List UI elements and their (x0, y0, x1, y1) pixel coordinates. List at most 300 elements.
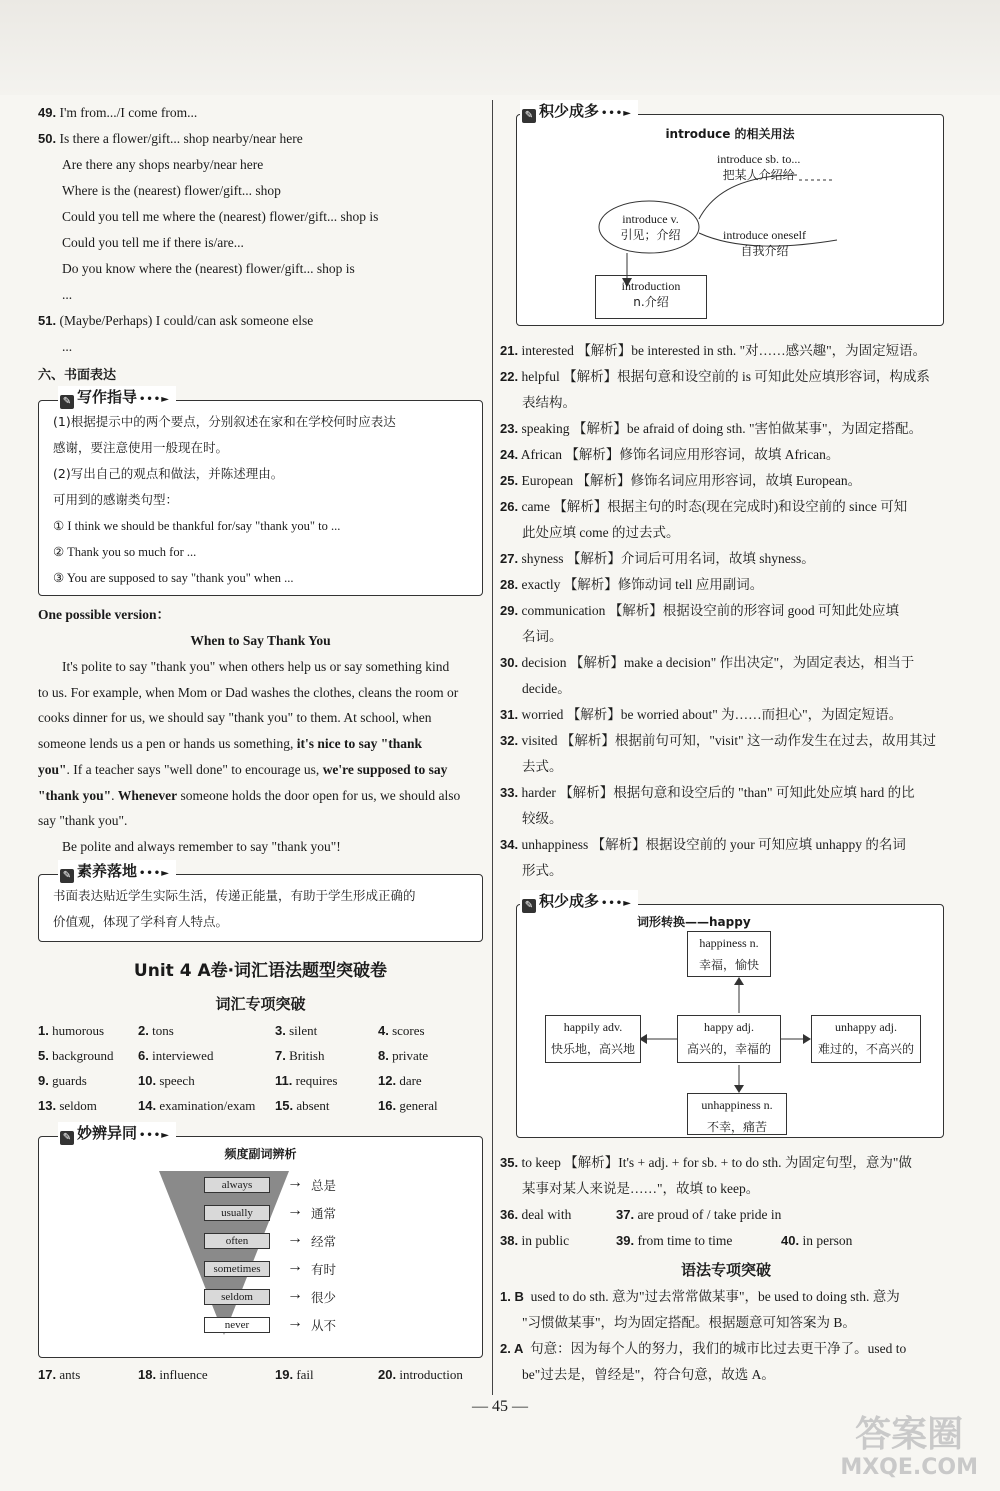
arrow-dots-icon: •••► (139, 1129, 170, 1141)
answer-number: 23. (500, 421, 519, 436)
adverb-label: always (204, 1177, 270, 1193)
answer-line (38, 334, 483, 360)
vocab-word: absent (296, 1097, 330, 1113)
vocab-number: 16. (378, 1097, 397, 1113)
answer-number: 28. (500, 577, 519, 592)
essay-highlight: it's nice to say "thank (296, 736, 422, 752)
vocab-item (378, 1362, 478, 1387)
answer-word: are proud of / take pride in (637, 1207, 782, 1222)
node-zh: 难过的，不高兴的 (817, 1042, 914, 1056)
answer-line-cont (500, 754, 952, 780)
answer-number: 33. (500, 785, 519, 800)
guide-line: ① I think we should be thankful for/say "thank you" to ... (53, 519, 341, 533)
node-en: happiness n. (699, 936, 759, 950)
answer-line-cont (500, 520, 952, 546)
adverb-meaning: 总是 (311, 1177, 337, 1193)
answer-number: 32. (500, 733, 519, 748)
essay-highlight: Whenever (117, 787, 178, 803)
answer-line (500, 780, 952, 806)
adverb-label: usually (204, 1205, 270, 1221)
answer-word: African (520, 447, 562, 462)
answer-line (38, 126, 483, 152)
answer-line (500, 832, 952, 858)
arrow-right-icon: → (287, 1313, 303, 1331)
grammar-q2 (500, 1336, 952, 1362)
essay-body (38, 654, 483, 860)
node-en: introduction (621, 279, 681, 293)
node-en: introduce v. (622, 212, 679, 226)
answer-line (500, 364, 952, 390)
answer-number: 27. (500, 551, 519, 566)
column-divider (492, 100, 493, 1395)
watermark (840, 1415, 978, 1481)
answer-text: I'm from.../I come from... (59, 105, 198, 120)
answer-line-cont (500, 806, 952, 832)
answer-word: interested (521, 343, 574, 358)
answer-analysis: 名词。 (522, 629, 563, 644)
answer-line-cont (500, 676, 952, 702)
arrow-right-icon: → (287, 1229, 303, 1247)
answer-word: to keep (521, 1155, 561, 1170)
accum2-subtitle: 词形转换——happy (637, 915, 751, 929)
node-unhappiness (687, 1093, 787, 1135)
node-zh: 不幸，痛苦 (706, 1120, 767, 1134)
answer-number: 22. (500, 369, 519, 384)
vocab-word: humorous (52, 1022, 105, 1038)
vocab-item (38, 1018, 138, 1043)
vocab-item (138, 1068, 275, 1093)
vocab-word: general (399, 1097, 438, 1113)
answer-number: 24. (500, 447, 519, 462)
node-en: unhappiness n. (701, 1098, 773, 1112)
essay-highlight: we're supposed to say (322, 761, 448, 777)
vocab-number: 19. (275, 1366, 294, 1382)
essay-line (38, 783, 483, 809)
answer-analysis: 去式。 (522, 759, 563, 774)
arrow-right-icon: → (287, 1285, 303, 1303)
right-column (500, 100, 952, 1388)
writing-guide-block (38, 386, 483, 596)
node-zh: 引见；介绍 (620, 228, 681, 242)
answer-analysis: 句意：因为每个人的努力，我们的城市比过去更干净了。used to (530, 1341, 907, 1356)
book-icon: ✎ (60, 869, 74, 883)
answer-line-cont (500, 624, 952, 650)
vocab-item (275, 1362, 378, 1387)
node-happiness (687, 931, 771, 977)
essay-label: One possible version： (38, 607, 171, 622)
answer-number: 25. (500, 473, 519, 488)
answer-word: unhappiness (521, 837, 589, 852)
answer-text: ... (62, 339, 73, 354)
answer-line (500, 338, 952, 364)
answer-number: 35. (500, 1155, 519, 1170)
answer-row-36 (500, 1202, 952, 1228)
literacy-title (58, 860, 176, 883)
book-icon: ✎ (60, 395, 74, 409)
answer-analysis: 【解析】修饰名词应用形容词，故填 African。 (565, 447, 840, 462)
answer-word: worried (521, 707, 564, 722)
vocab-item (378, 1043, 478, 1068)
vocab-item (275, 1093, 378, 1118)
adverb-label: seldom (204, 1289, 270, 1305)
answer-35-cont: 某事对某人来说是……"，故填 to keep。 (522, 1181, 760, 1196)
vocab-word: private (392, 1047, 429, 1063)
vocab-number: 5. (38, 1047, 49, 1063)
watermark-logo: 答案圈 (855, 1414, 964, 1455)
answer-word: in public (521, 1233, 570, 1248)
guide-line: (2)写出自己的观点和做法，并陈述理由。 (53, 466, 284, 481)
vocab-number: 13. (38, 1097, 57, 1113)
answer-line (500, 650, 952, 676)
answer-analysis: used to do sth. 意为"过去常常做某事"，be used to doing sth. 意为 (530, 1289, 900, 1304)
guide-line: ③ You are supposed to say "thank you" when ... (53, 571, 294, 585)
vocab-word: requires (295, 1072, 338, 1088)
arrow-dots-icon: •••► (139, 867, 170, 879)
essay-line: Be polite and always remember to say "thank you"! (62, 838, 341, 854)
vocab-number: 1. (38, 1022, 49, 1038)
adverb-meaning: 有时 (311, 1261, 337, 1277)
essay-line: cooks dinner for us, we should say "thank you" to them. At school, when (38, 710, 432, 726)
arrow-head (734, 1085, 744, 1093)
essay-highlight: "thank you" (38, 787, 112, 803)
answer-line (38, 256, 483, 282)
arrow-head (734, 977, 744, 985)
answer-line (500, 572, 952, 598)
vocab-word: guards (52, 1072, 87, 1088)
answer-analysis: 【解析】修饰名词应用形容词，故填 European。 (576, 473, 862, 488)
guide-line: 可用到的感谢类句型： (53, 492, 179, 507)
arrow-dots-icon: •••► (601, 108, 632, 119)
vocab-number: 8. (378, 1047, 389, 1063)
answer-item (500, 1228, 616, 1254)
vocab-word: tons (152, 1022, 174, 1038)
arrow-right-icon: → (287, 1257, 303, 1275)
answer-word: shyness (521, 551, 564, 566)
answer-analysis: 【解析】根据前句可知，"visit" 这一动作发生在过去，故用其过 (560, 733, 936, 748)
answer-word: deal with (521, 1207, 572, 1222)
vocab-word: introduction (399, 1366, 463, 1382)
answer-number: 49. (38, 105, 57, 120)
answers-35-40 (500, 1150, 952, 1254)
guide-line: (1)根据提示中的两个要点，分别叙述在家和在学校何时应表达 (53, 414, 396, 429)
vocab-word: dare (399, 1072, 422, 1088)
answer-number: 30. (500, 655, 519, 670)
answer-line (38, 204, 483, 230)
answer-text: Are there any shops nearby/near here (62, 157, 264, 172)
unit-title: Unit 4 A卷·词汇语法题型突破卷 (133, 960, 388, 981)
essay-line: say "thank you". (38, 813, 128, 829)
node-happy (677, 1015, 781, 1063)
adverb-label: sometimes (204, 1261, 270, 1277)
adverb-meaning: 从不 (311, 1317, 337, 1333)
diff-label: 妙辨异同 (77, 1123, 138, 1142)
node-en: introduce oneself (723, 228, 806, 242)
answer-text: (Maybe/Perhaps) I could/can ask someone else (59, 313, 314, 328)
left-column (38, 100, 483, 1387)
answer-number: 38. (500, 1233, 519, 1248)
page-number: — 45 — (472, 1398, 528, 1415)
vocab-item (38, 1068, 138, 1093)
node-en: unhappy adj. (835, 1020, 897, 1034)
literacy-line: 价值观，体现了学科育人特点。 (53, 913, 229, 929)
grammar-q2-cont: be"过去是，曾经是"，符合句意，故选 A。 (522, 1367, 775, 1382)
answer-analysis: 此处应填 come 的过去式。 (522, 525, 680, 540)
writing-guide-box (38, 400, 483, 596)
essay-highlight: you" (38, 761, 67, 777)
vocab-number: 6. (138, 1047, 149, 1063)
vocab-number: 7. (275, 1047, 286, 1063)
vocab-word: seldom (59, 1097, 97, 1113)
answer-word: decision (521, 655, 567, 670)
answer-word: helpful (521, 369, 560, 384)
vocab-item (138, 1362, 275, 1387)
answer-line (500, 598, 952, 624)
answer-text: Could you tell me if there is/are... (62, 235, 244, 250)
vocab-number: 20. (378, 1366, 397, 1382)
adverb-meaning: 经常 (311, 1233, 337, 1249)
vocab-word: speech (159, 1072, 195, 1088)
answer-word: came (521, 499, 550, 514)
literacy-label: 素养落地 (77, 861, 138, 880)
literacy-block (38, 860, 483, 942)
answer-analysis: 【解析】根据句意和设空后的 "than" 可知此处应填 hard 的比 (559, 785, 915, 800)
answer-text: Do you know where the (nearest) flower/gift... shop is (62, 261, 355, 276)
writing-guide-label: 写作指导 (77, 388, 138, 406)
answer-analysis: 【解析】It's + adj. + for sb. + to do sth. 为固定句型，意为"做 (564, 1155, 912, 1170)
node-en: happily adv. (563, 1020, 623, 1034)
node-happily (545, 1015, 641, 1063)
answer-analysis: 【解析】修饰动词 tell 应用副词。 (563, 577, 764, 592)
answer-word: communication (521, 603, 606, 618)
answer-number: 31. (500, 707, 519, 722)
vocab-item (378, 1068, 478, 1093)
arrow-dots-icon: •••► (139, 394, 170, 405)
essay-text: someone holds the door open for us, we should also (177, 787, 461, 803)
literacy-box (38, 874, 483, 942)
vocab-number: 10. (138, 1072, 157, 1088)
vocab-word: British (289, 1047, 325, 1063)
node-en: introduce sb. to... (717, 152, 801, 166)
accum2-box (516, 904, 944, 1138)
vocab-word: interviewed (152, 1047, 214, 1063)
answer-number: 34. (500, 837, 519, 852)
funnel-shape (159, 1171, 289, 1335)
vocab-number: 18. (138, 1366, 157, 1382)
answer-number: 37. (616, 1207, 635, 1222)
arrow-dots-icon: •••► (601, 898, 632, 909)
vocab-item (275, 1068, 378, 1093)
accum1-box (516, 114, 944, 326)
vocab-word: influence (159, 1366, 208, 1382)
answer-word: European (521, 473, 574, 488)
node-zh: 自我介绍 (740, 244, 789, 258)
watermark-url: MXQE.COM (840, 1455, 978, 1480)
vocab-number: 9. (38, 1072, 49, 1088)
grammar-title: 语法专项突破 (680, 1261, 771, 1279)
answer-number: 2. A (500, 1341, 524, 1356)
answer-text: Could you tell me where the (nearest) flower/gift... shop is (62, 209, 379, 224)
answer-number: 40. (781, 1233, 800, 1248)
diff-block (38, 1122, 483, 1358)
writing-section-heading: 六、书面表达 (38, 368, 117, 383)
adverb-label: often (204, 1233, 270, 1249)
vocab-item (275, 1018, 378, 1043)
adverb-meaning: 很少 (311, 1289, 337, 1305)
answer-line (500, 494, 952, 520)
answer-analysis: 【解析】be afraid of doing sth. "害怕做某事"，为固定搭配。 (572, 421, 923, 436)
essay-line: to us. For example, when Mom or Dad washes the clothes, cleans the room or (38, 684, 459, 700)
vocab-number: 2. (138, 1022, 149, 1038)
vocab-title: 词汇专项突破 (215, 994, 306, 1013)
vocab-word: fail (296, 1366, 314, 1382)
vocab-item (275, 1043, 378, 1068)
diff-subtitle: 频度副词辨析 (224, 1146, 297, 1161)
answer-line (500, 728, 952, 754)
writing-guide-lines (53, 409, 472, 591)
answer-analysis: 【解析】make a decision" 作出决定"，为固定表达，相当于 (569, 655, 915, 670)
grammar-q1 (500, 1284, 952, 1310)
vocab-word: scores (392, 1022, 425, 1038)
answer-35 (500, 1150, 952, 1176)
essay-text: . (111, 787, 118, 803)
answer-line (38, 230, 483, 256)
node-zh: 快乐地，高兴地 (550, 1042, 635, 1056)
answer-number: 21. (500, 343, 519, 358)
vocab-number: 14. (138, 1097, 157, 1113)
vocab-item (378, 1018, 478, 1043)
answer-analysis: 【解析】根据设空前的形容词 good 可知此处应填 (608, 603, 900, 618)
answer-item (616, 1202, 916, 1228)
answer-analysis: 【解析】根据设空前的 your 可知应填 unhappy 的名词 (591, 837, 906, 852)
answer-line (38, 308, 483, 334)
literacy-line: 书面表达贴近学生实际生活，传递正能量，有助于学生形成正确的 (53, 887, 416, 903)
answer-analysis: decide。 (522, 681, 571, 696)
answer-word: exactly (521, 577, 561, 592)
grammar-answers (500, 1284, 952, 1388)
answer-line (38, 282, 483, 308)
accum2-block (500, 890, 952, 1138)
node-zh: 幸福，愉快 (698, 958, 759, 972)
answer-line (500, 442, 952, 468)
node-zh: 把某人介绍给 (722, 168, 795, 182)
answer-word: harder (521, 785, 556, 800)
answer-line (38, 178, 483, 204)
answer-analysis: 【解析】根据主句的时态(现在完成时)和设空前的 since 可知 (553, 499, 908, 514)
mindmap-node-oneself (723, 227, 806, 259)
vocab-word: ants (59, 1366, 81, 1382)
accum1-title (520, 100, 638, 123)
answer-number: 39. (616, 1233, 635, 1248)
answer-word: visited (521, 733, 558, 748)
answer-analysis: 【解析】根据句意和设空前的 is 可知此处应填形容词，构成系 (563, 369, 930, 384)
answer-line (500, 468, 952, 494)
introduce-mindmap (517, 115, 937, 325)
answer-line (500, 416, 952, 442)
diff-box (38, 1136, 483, 1358)
accum2-label: 积少成多 (539, 892, 600, 910)
adverb-label: never (204, 1317, 270, 1333)
essay-line (38, 757, 483, 783)
answer-line-cont (500, 858, 952, 884)
grammar-q1-cont: "习惯做某事"，均为固定搭配。根据题意可知答案为 B。 (522, 1315, 856, 1330)
essay-text: . If a teacher says "well done" to encourage us, (66, 761, 323, 777)
node-zh: 高兴的，幸福的 (686, 1042, 771, 1056)
accum2-title (520, 890, 638, 913)
mindmap-node-to (717, 151, 800, 183)
answer-line (38, 152, 483, 178)
answer-item (781, 1228, 931, 1254)
answer-text: Where is the (nearest) flower/gift... shop (62, 183, 281, 198)
adverb-meaning: 通常 (311, 1205, 337, 1221)
answers-21-34 (500, 338, 952, 884)
node-zh: n.介绍 (633, 295, 669, 309)
essay-text: someone lends us a pen or hands us something, (38, 736, 297, 752)
answer-analysis: 【解析】介词后可用名词，故填 shyness。 (566, 551, 815, 566)
answer-number: 1. B (500, 1289, 524, 1304)
answer-line-cont (500, 390, 952, 416)
vocab-number: 3. (275, 1022, 286, 1038)
answer-number: 29. (500, 603, 519, 618)
arrow-right-icon: → (287, 1173, 303, 1191)
answer-word: from time to time (637, 1233, 733, 1248)
vocab-number: 12. (378, 1072, 397, 1088)
arrow-head (803, 1034, 811, 1044)
vocab-item (138, 1018, 275, 1043)
answer-analysis: 形式。 (522, 863, 563, 878)
accum1-block (500, 100, 952, 326)
answer-text: ... (62, 287, 73, 302)
answers-49-51 (38, 100, 483, 360)
book-icon: ✎ (60, 1131, 74, 1145)
book-icon: ✎ (522, 109, 536, 123)
answer-analysis: 【解析】be interested in sth. "对……感兴趣"，为固定短语。 (577, 343, 927, 358)
vocab-number: 15. (275, 1097, 294, 1113)
vocab-item (138, 1093, 275, 1118)
guide-line: ② Thank you so much for ... (53, 545, 197, 559)
answer-word: speaking (521, 421, 570, 436)
accum1-subtitle: introduce 的相关用法 (665, 127, 795, 141)
vocab-word: examination/exam (159, 1097, 256, 1113)
answer-number: 26. (500, 499, 519, 514)
vocab-item (38, 1362, 138, 1387)
vocab-number: 4. (378, 1022, 389, 1038)
vocab-item (38, 1093, 138, 1118)
answer-number: 50. (38, 131, 57, 146)
answer-analysis: 表结构。 (522, 395, 576, 410)
answer-number: 51. (38, 313, 57, 328)
answer-line (500, 702, 952, 728)
answer-word: in person (802, 1233, 853, 1248)
essay-line: It's polite to say "thank you" when others help us or say something kind (62, 659, 450, 674)
vocab-number: 17. (38, 1366, 57, 1382)
answer-line (38, 100, 483, 126)
answer-text: Is there a flower/gift... shop nearby/near here (59, 131, 303, 146)
answer-line (500, 546, 952, 572)
vocab-grid (38, 1018, 483, 1118)
answer-row-38 (500, 1228, 952, 1254)
answer-number: 36. (500, 1207, 519, 1222)
node-unhappy (811, 1015, 921, 1063)
book-icon: ✎ (522, 899, 536, 913)
vocab-number: 11. (275, 1072, 293, 1088)
vocab-item (38, 1043, 138, 1068)
answer-item (616, 1228, 781, 1254)
guide-line: 感谢，要注意使用一般现在时。 (53, 440, 229, 455)
diff-title (58, 1122, 176, 1145)
vocab-item (378, 1093, 478, 1118)
answer-analysis: 较级。 (522, 811, 563, 826)
essay-line (38, 731, 483, 757)
